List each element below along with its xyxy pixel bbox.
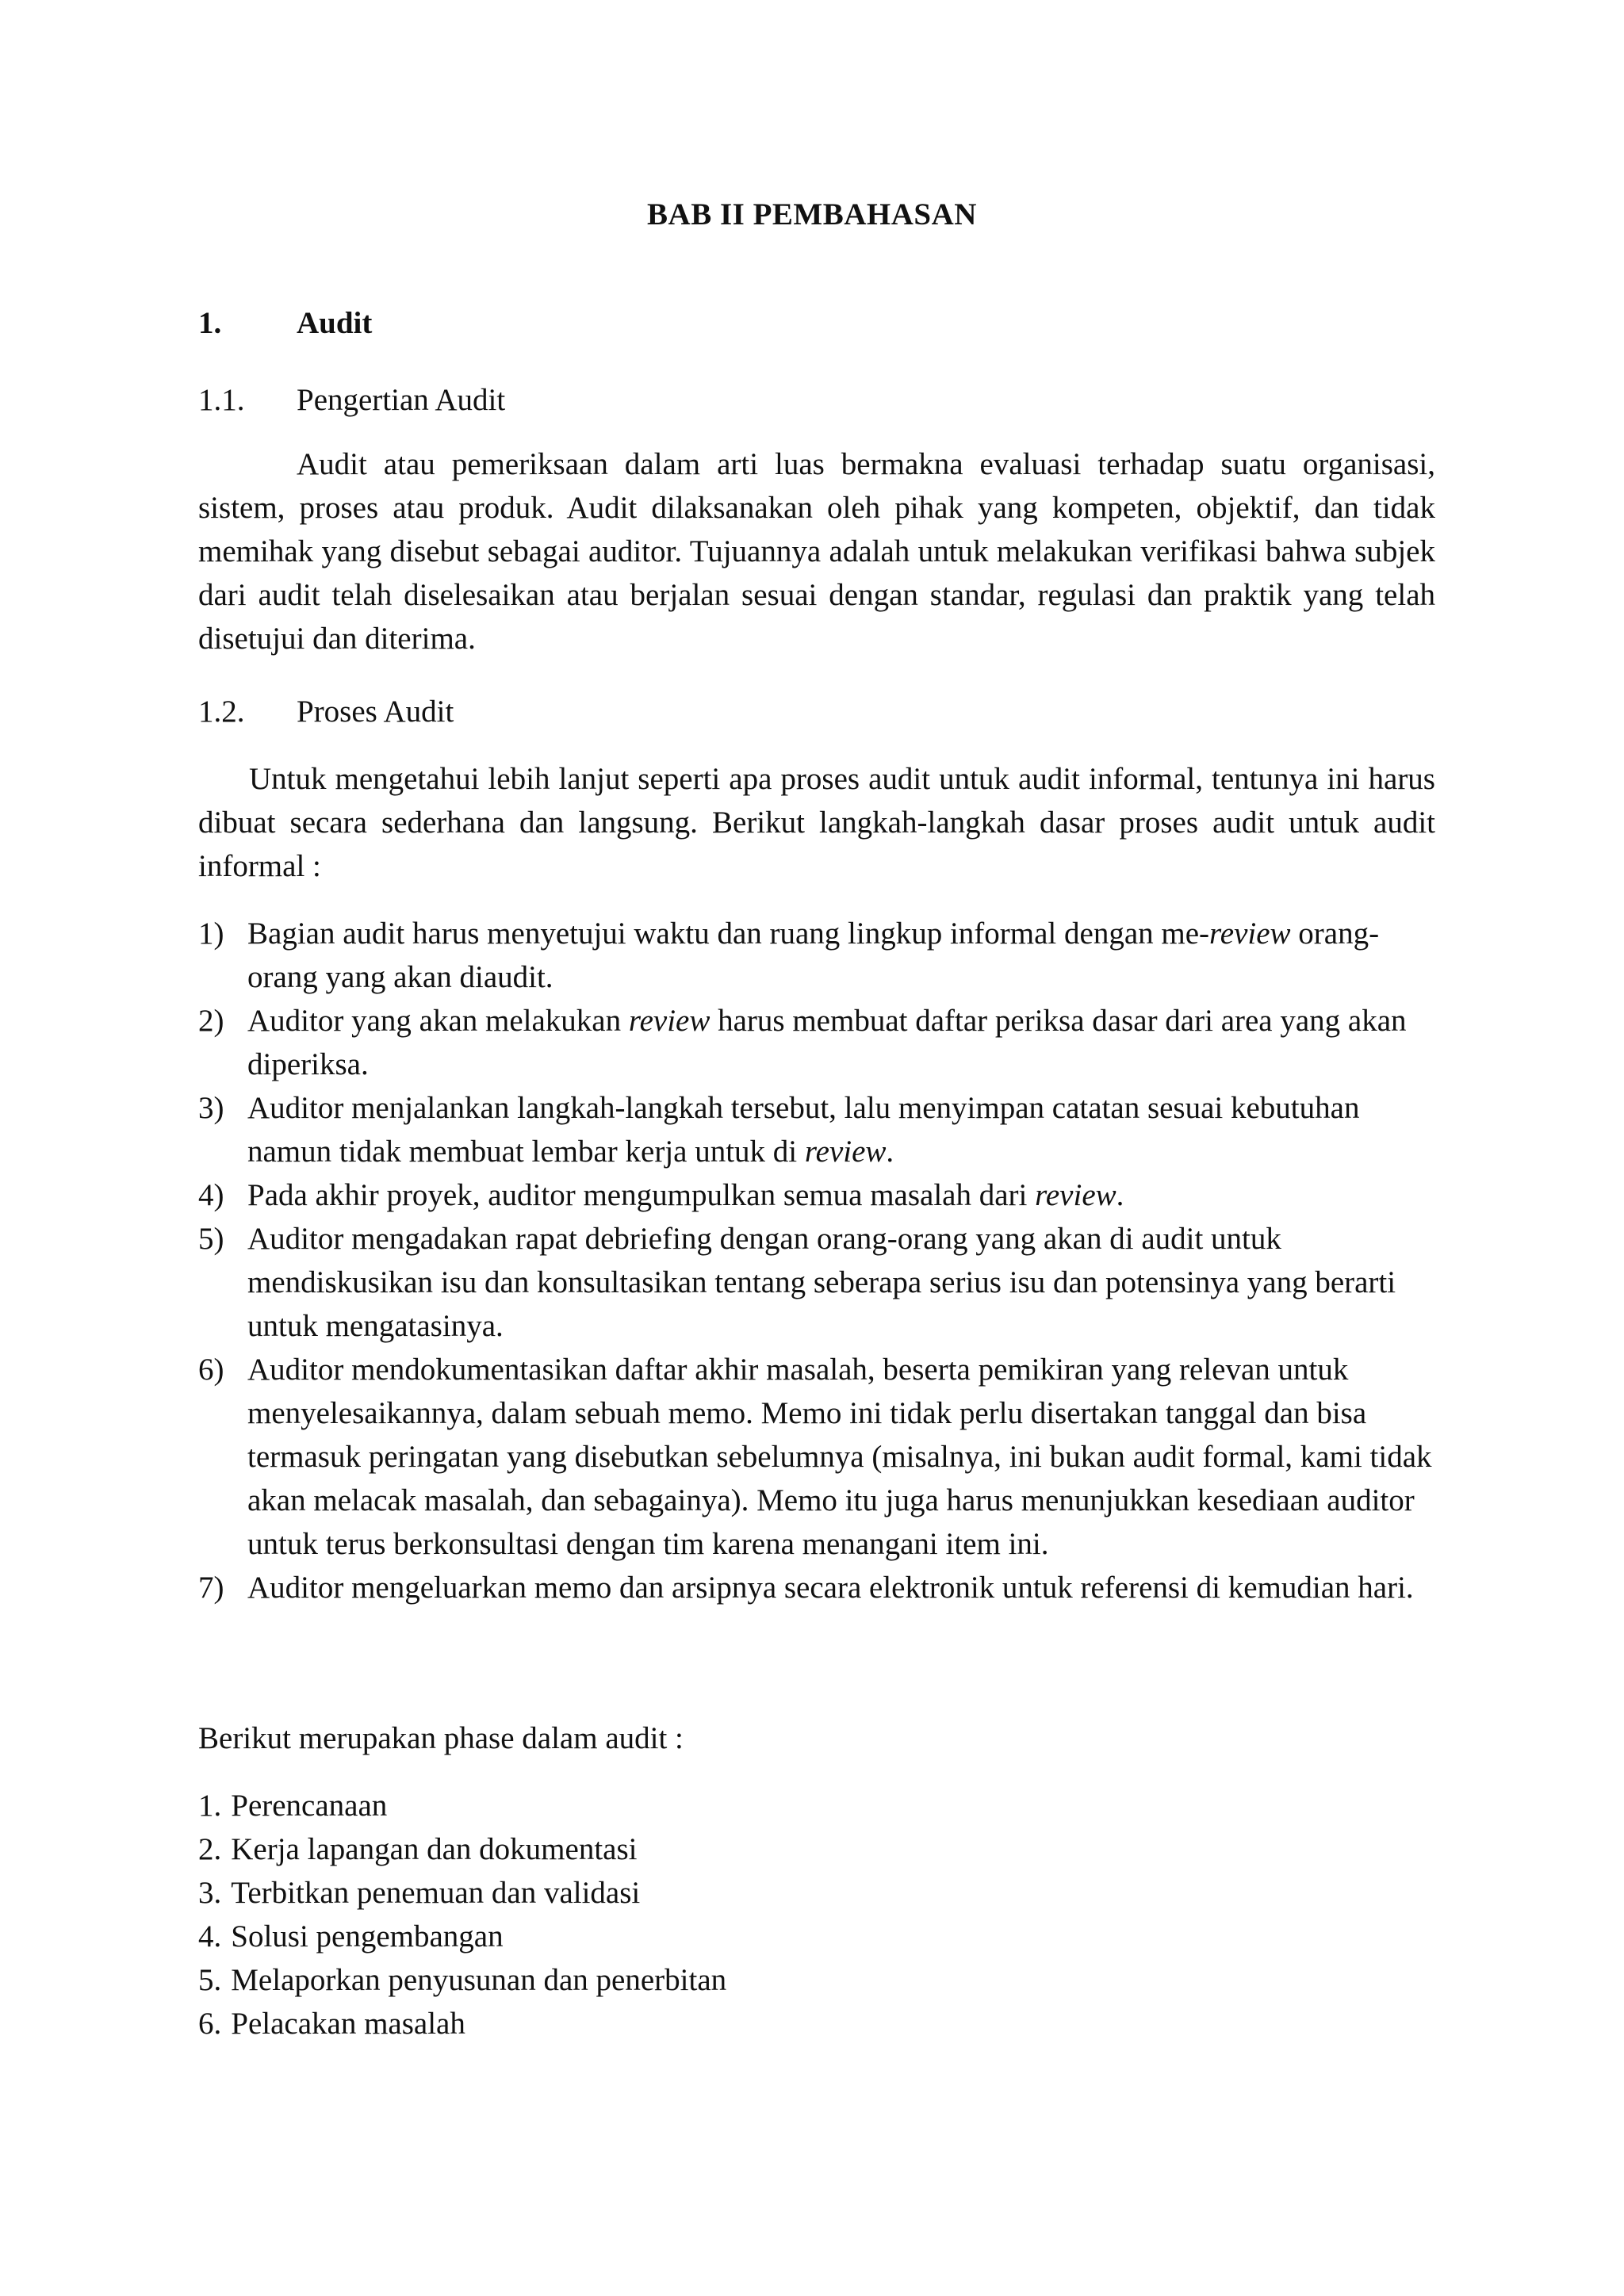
process-steps-list <box>198 912 1435 1609</box>
subsection-number: 1.2. <box>198 695 245 729</box>
list-item <box>198 1871 726 1915</box>
list-item <box>198 912 1435 999</box>
step-text: Auditor mengeluarkan memo dan arsipnya secara elektronik untuk referensi di kemudian hari. <box>247 1571 1414 1605</box>
list-item <box>198 1217 1435 1348</box>
list-item <box>198 2002 726 2045</box>
phase-intro: Berikut merupakan phase dalam audit : <box>198 1721 684 1755</box>
section-title: Audit <box>297 306 373 340</box>
list-marker: 6) <box>198 1353 224 1387</box>
list-item <box>198 1827 726 1871</box>
process-intro-paragraph: Untuk mengetahui lebih lanjut seperti apa proses audit untuk audit informal, tentunya ini harus dibuat secara sederhana dan langsung. Berikut langkah-langkah dasar proses audit untuk audit informal : <box>198 762 1435 883</box>
phase-number: 5. <box>198 1963 222 1997</box>
phase-label: Perencanaan <box>231 1789 388 1823</box>
list-item <box>198 1173 1435 1217</box>
subsection-number: 1.1. <box>198 383 245 417</box>
chapter-title: BAB II PEMBAHASAN <box>647 197 977 232</box>
subsection-title: Proses Audit <box>297 695 454 729</box>
step-text-tail: orang-orang yang akan diaudit. <box>247 916 1380 994</box>
phase-number: 4. <box>198 1919 222 1954</box>
list-item <box>198 1784 726 1827</box>
definition-paragraph: Audit atau pemeriksaan dalam arti luas bermakna evaluasi terhadap suatu organisasi, sistem, proses atau produk. Audit dilaksanakan oleh pihak yang kompeten, objektif, dan tidak memihak yang disebut sebagai auditor. Tujuannya adalah untuk melakukan verifikasi bahwa subjek dari audit telah diselesaikan atau berjalan sesuai dengan standar, regulasi dan praktik yang telah disetujui dan diterima. <box>198 447 1435 656</box>
list-marker: 3) <box>198 1091 224 1125</box>
list-item <box>198 1566 1435 1609</box>
step-text-tail: harus membuat daftar periksa dasar dari area yang akan diperiksa. <box>247 1004 1407 1081</box>
list-marker: 1) <box>198 916 224 951</box>
phase-number: 6. <box>198 2007 222 2041</box>
step-text-tail: . <box>886 1135 894 1169</box>
list-item <box>198 1086 1435 1173</box>
step-text-tail: . <box>1116 1178 1124 1212</box>
phase-label: Pelacakan masalah <box>231 2007 465 2041</box>
step-text: Auditor yang akan melakukan <box>247 1004 629 1038</box>
phase-number: 2. <box>198 1832 222 1866</box>
phase-label: Melaporkan penyusunan dan penerbitan <box>231 1963 727 1997</box>
list-item <box>198 1958 726 2002</box>
subsection-title: Pengertian Audit <box>297 383 506 417</box>
phase-label: Kerja lapangan dan dokumentasi <box>231 1832 638 1866</box>
phase-label: Solusi pengembangan <box>231 1919 504 1954</box>
section-number: 1. <box>198 306 222 340</box>
phase-number: 1. <box>198 1789 222 1823</box>
phase-list <box>198 1784 726 2045</box>
step-emphasis: review <box>804 1135 887 1169</box>
phase-label: Terbitkan penemuan dan validasi <box>231 1876 641 1910</box>
step-text: Auditor mengadakan rapat debriefing dengan orang-orang yang akan di audit untuk mendiskusikan isu dan konsultasikan tentang seberapa serius isu dan potensinya yang berarti untuk mengatasinya. <box>247 1222 1396 1343</box>
step-emphasis: review <box>1035 1178 1116 1212</box>
step-emphasis: review <box>1209 916 1291 951</box>
list-marker: 2) <box>198 1004 224 1038</box>
list-item <box>198 1348 1435 1566</box>
step-text: Auditor mendokumentasikan daftar akhir masalah, beserta pemikiran yang relevan untuk menyelesaikannya, dalam sebuah memo. Memo ini tidak perlu disertakan tanggal dan bisa termasuk peringatan yang disebutkan sebelumnya (misalnya, ini bukan audit formal, kami tidak akan melacak masalah, dan sebagainya). Memo itu juga harus menunjukkan kesediaan auditor untuk terus berkonsultasi dengan tim karena menangani item ini. <box>247 1353 1432 1561</box>
phase-number: 3. <box>198 1876 222 1910</box>
list-item <box>198 999 1435 1086</box>
step-emphasis: review <box>628 1004 710 1038</box>
step-text: Bagian audit harus menyetujui waktu dan ruang lingkup informal dengan me- <box>247 916 1210 951</box>
list-item <box>198 1915 726 1958</box>
list-marker: 4) <box>198 1178 224 1212</box>
step-text: Auditor menjalankan langkah-langkah tersebut, lalu menyimpan catatan sesuai kebutuhan namun tidak membuat lembar kerja untuk di <box>247 1091 1360 1169</box>
list-marker: 7) <box>198 1571 224 1605</box>
list-marker: 5) <box>198 1222 224 1256</box>
step-text: Pada akhir proyek, auditor mengumpulkan semua masalah dari <box>247 1178 1036 1212</box>
